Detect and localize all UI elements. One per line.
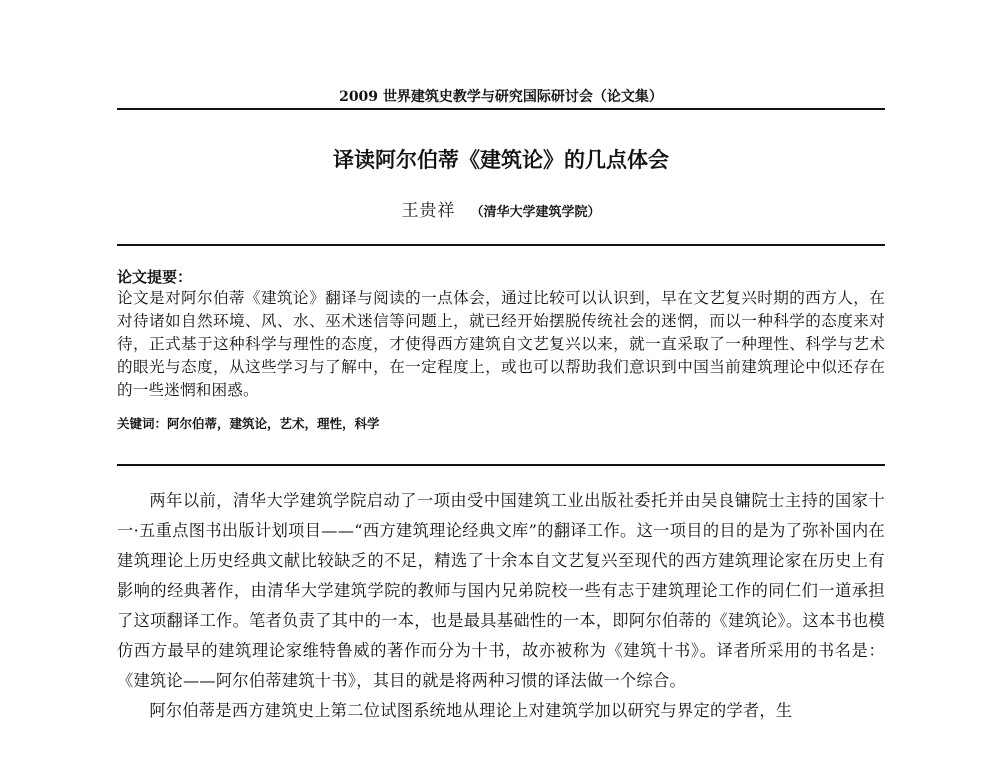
abstract-top-rule [117,244,885,246]
abstract-bottom-rule [117,464,885,466]
keywords: 关键词：阿尔伯蒂，建筑论，艺术，理性，科学 [117,416,380,431]
author-name: 王贵祥 [401,201,456,221]
abstract-label: 论文提要： [117,268,193,286]
body-paragraph: 阿尔伯蒂是西方建筑史上第二位试图系统地从理论上对建筑学加以研究与界定的学者，生 [149,701,793,720]
running-header: 2009 世界建筑史教学与研究国际研讨会（论文集） [339,89,663,105]
body-text [117,486,885,726]
paper-title: 译读阿尔伯蒂《建筑论》的几点体会 [333,147,669,172]
author-affiliation: （清华大学建筑学院） [470,205,601,220]
abstract-text: 论文是对阿尔伯蒂《建筑论》翻译与阅读的一点体会，通过比较可以认识到，早在文艺复兴时期的西方人，在对待诸如自然环境、风、水、巫术迷信等问题上，就已经开始摆脱传统社会的迷惘，而以一种科学的态度来对待，正式基于这种科学与理性的态度，才使得西方建筑自文艺复兴以来，就一直采取了一种理性、科学与艺术的眼光与态度，从这些学习与了解中，在一定程度上，或也可以帮助我们意识到中国当前建筑理论中似还存在的一些迷惘和困惑。 [117,289,885,399]
header-rule [117,108,885,110]
author-line [117,196,885,221]
body-paragraph: 两年以前，清华大学建筑学院启动了一项由受中国建筑工业出版社委托并由吴良镛院士主持的国家十一·五重点图书出版计划项目——“西方建筑理论经典文库”的翻译工作。这一项目的目的是为了弥补国内在建筑理论上历史经典文献比较缺乏的不足，精选了十余本自文艺复兴至现代的西方建筑理论家在历史上有影响的经典著作，由清华大学建筑学院的教师与国内兄弟院校一些有志于建筑理论工作的同仁们一道承担了这项翻译工作。笔者负责了其中的一本，也是最具基础性的一本，即阿尔伯蒂的《建筑论》。这本书也模仿西方最早的建筑理论家维特鲁威的著作而分为十书，故亦被称为《建筑十书》。译者所采用的书名是：《建筑论——阿尔伯蒂建筑十书》，其目的就是将两种习惯的译法做一个综合。 [117,491,885,690]
